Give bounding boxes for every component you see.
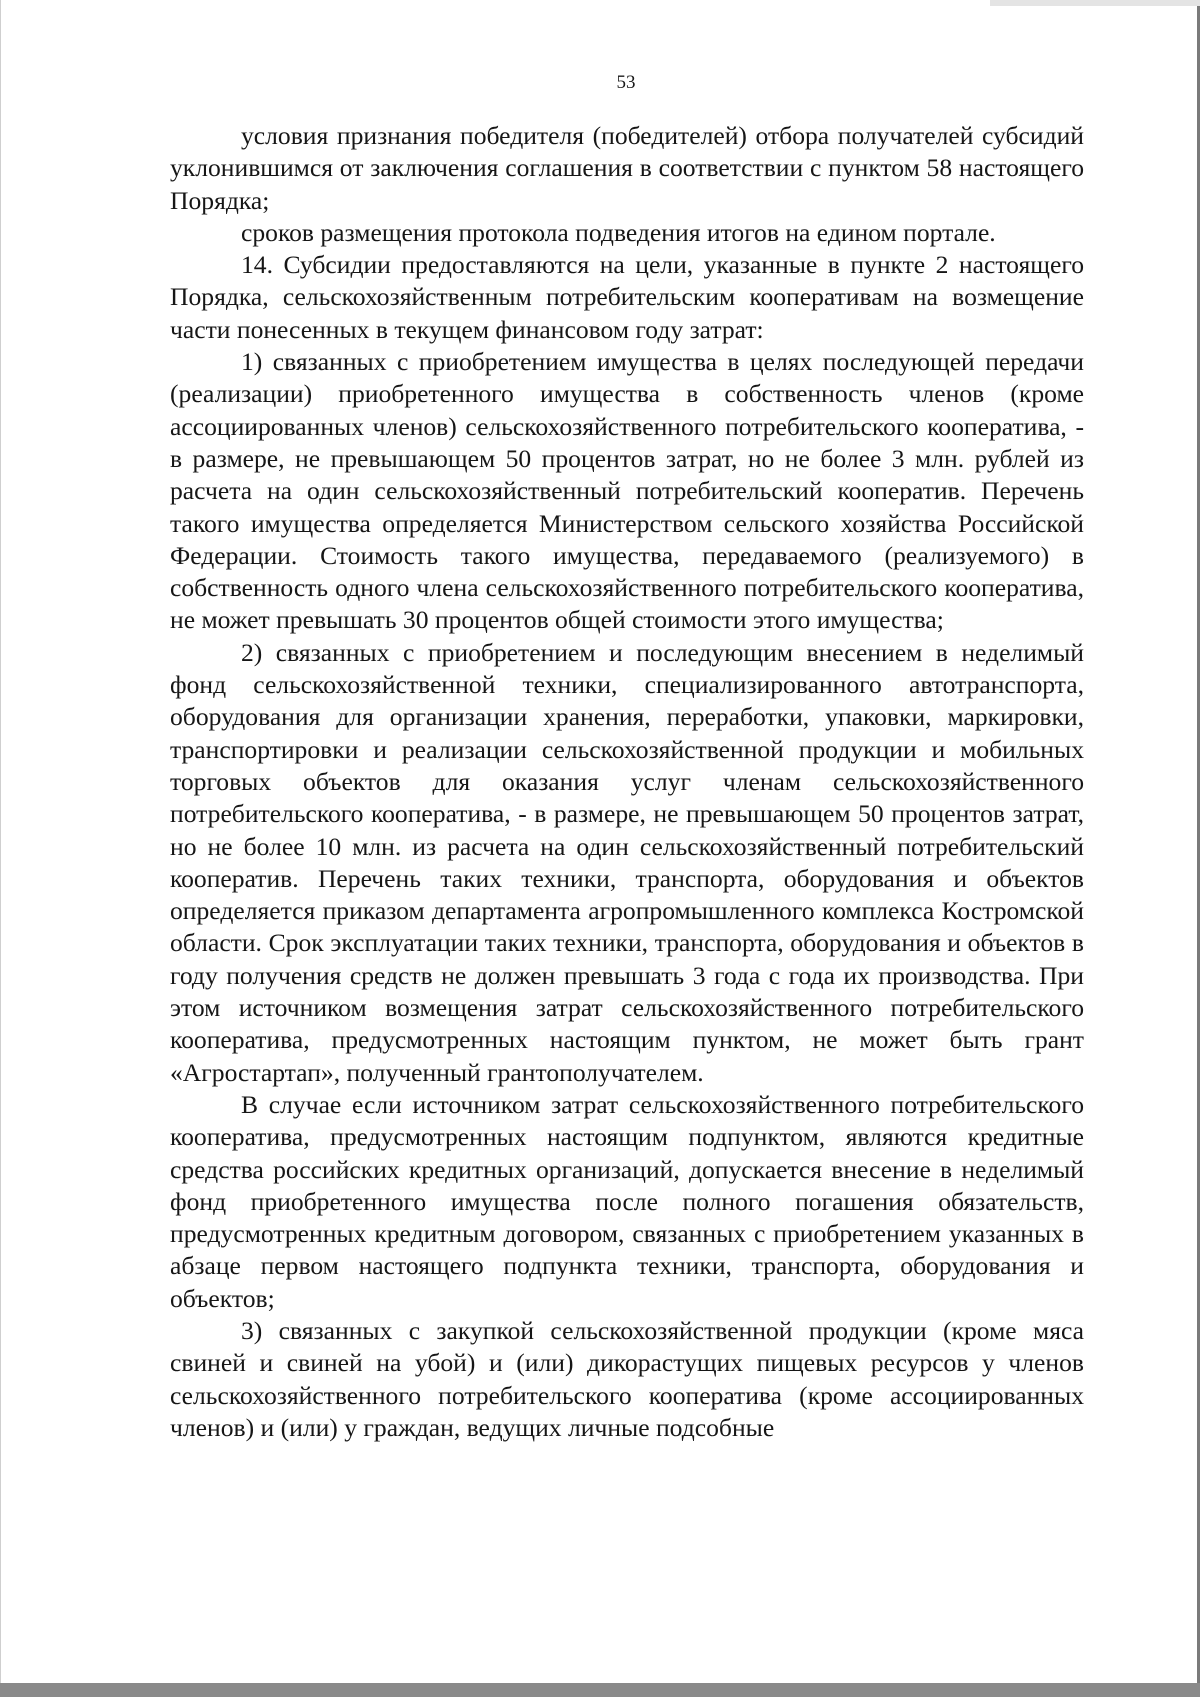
paragraph-protocol-deadlines: сроков размещения протокола подведения итогов на едином портале. bbox=[241, 217, 996, 247]
paragraph-credit-funds: В случае если источником затрат сельскохозяйственного потребительского кооператива, предусмотренных настоящим подпунктом, являются кредитные средства российских кредитных организаций, допускается внесение в неделимый фонд приобретенного имущества после полного погашения обязательств, предусмотренных кредитным договором, связанных с приобретением указанных в абзаце первом настоящего подпункта техники, транспорта, оборудования и объектов; bbox=[170, 1089, 1084, 1313]
paragraph-subitem-1: 1) связанных с приобретением имущества в целях последующей передачи (реализации) приобретенного имущества в собственность членов (кроме ассоциированных членов) сельскохозяйственного потребительского кооператива, - в размере, не превышающем 50 процентов затрат, но не более 3 млн. рублей из расчета на один сельскохозяйственный потребительский кооператив. Перечень такого имущества определяется Министерством сельского хозяйства Российской Федерации. Стоимость такого имущества, передаваемого (реализуемого) в собственность одного члена сельскохозяйственного потребительского кооператива, не может превышать 30 процентов общей стоимости этого имущества; bbox=[170, 347, 1084, 635]
paragraph-subitem-3: 3) связанных с закупкой сельскохозяйственной продукции (кроме мяса свиней и свиней на убой) и (или) дикорастущих пищевых ресурсов у членов сельскохозяйственного потребительского кооператива (кроме ассоциированных членов) и (или) у граждан, ведущих личные подсобные bbox=[170, 1315, 1084, 1442]
page-number: 53 bbox=[616, 72, 636, 93]
paragraph-item-14: 14. Субсидии предоставляются на цели, указанные в пункте 2 настоящего Порядка, сельскохозяйственным потребительским кооперативам на возмещение части понесенных в текущем финансовом году затрат: bbox=[170, 250, 1084, 344]
document-body bbox=[170, 120, 1084, 1444]
scan-edge-top bbox=[990, 0, 1200, 6]
paragraph-winner-conditions: условия признания победителя (победителей) отбора получателей субсидий уклонившимся от заключения соглашения в соответствии с пунктом 58 настоящего Порядка; bbox=[170, 121, 1084, 215]
paragraph-subitem-2: 2) связанных с приобретением и последующим внесением в неделимый фонд сельскохозяйственной техники, специализированного автотранспорта, оборудования для организации хранения, переработки, упаковки, маркировки, транспортировки и реализации сельскохозяйственной продукции и мобильных торговых объектов для оказания услуг членам сельскохозяйственного потребительского кооператива, - в размере, не превышающем 50 процентов затрат, но не более 10 млн. из расчета на один сельскохозяйственный потребительский кооператив. Перечень таких техники, транспорта, оборудования и объектов определяется приказом департамента агропромышленного комплекса Костромской области. Срок эксплуатации таких техники, транспорта, оборудования и объектов в году получения средств не должен превышать 3 года с года их производства. При этом источником возмещения затрат сельскохозяйственного потребительского кооператива, предусмотренных настоящим пунктом, не может быть грант «Агростартап», полученный грантополучателем. bbox=[170, 637, 1084, 1087]
scan-edge-bottom bbox=[0, 1683, 1200, 1697]
